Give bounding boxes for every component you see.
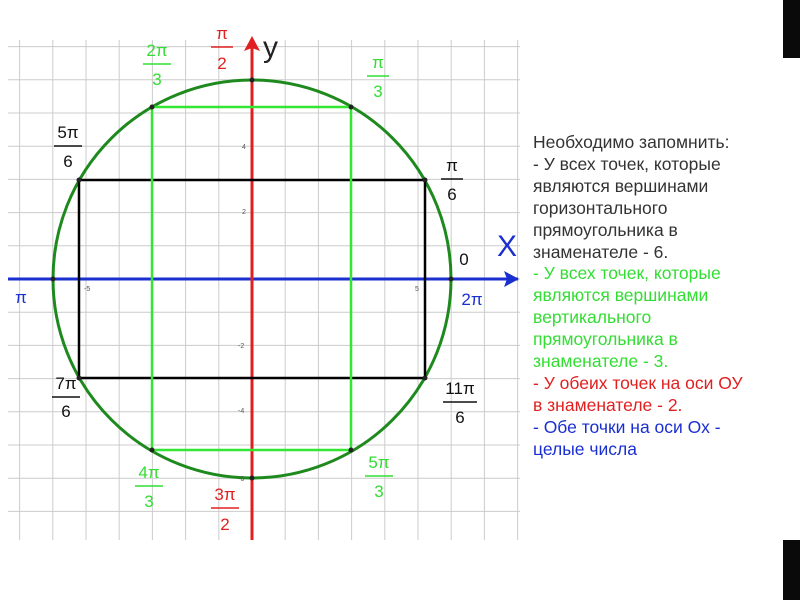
svg-text:6: 6 bbox=[447, 185, 457, 204]
svg-text:7π: 7π bbox=[55, 374, 77, 393]
point-zero bbox=[449, 277, 454, 282]
y-tick-label: -4 bbox=[238, 408, 245, 415]
y-tick-label: -6 bbox=[238, 476, 245, 483]
point-5pi-6 bbox=[77, 178, 82, 183]
svg-text:3: 3 bbox=[373, 82, 383, 101]
point-pi-3 bbox=[349, 105, 354, 110]
note-line: - У обеих точек на оси ОУ bbox=[533, 372, 743, 393]
point-5pi-3 bbox=[349, 448, 354, 453]
angle-pi-over-2 bbox=[211, 24, 233, 73]
svg-text:11π: 11π bbox=[445, 379, 475, 398]
point-2pi-3 bbox=[150, 105, 155, 110]
y-axis-label: y bbox=[263, 31, 278, 64]
note-line: - Обе точки на оси Ох - bbox=[533, 416, 721, 437]
y-tick-label: 4 bbox=[242, 144, 246, 151]
angle-pi: π bbox=[15, 288, 27, 307]
svg-text:2π: 2π bbox=[146, 41, 168, 60]
point-3pi-2 bbox=[250, 476, 255, 481]
note-line: прямоугольника в bbox=[533, 329, 678, 350]
memo-note bbox=[533, 132, 795, 461]
angle-5pi-over-6 bbox=[54, 123, 82, 171]
svg-text:4π: 4π bbox=[138, 463, 160, 482]
svg-text:2: 2 bbox=[217, 54, 227, 73]
point-7pi-6 bbox=[77, 376, 82, 381]
note-line: горизонтального bbox=[533, 197, 668, 218]
angle-2pi: 2π bbox=[461, 290, 483, 309]
angle-7pi-over-6 bbox=[52, 374, 80, 421]
svg-text:6: 6 bbox=[61, 402, 71, 421]
note-line: вертикального bbox=[533, 307, 652, 328]
note-line: в знаменателе - 2. bbox=[533, 394, 683, 415]
svg-text:3: 3 bbox=[144, 492, 154, 511]
x-tick-label: -5 bbox=[84, 286, 91, 293]
x-tick-label: 5 bbox=[415, 286, 419, 293]
svg-text:5π: 5π bbox=[57, 123, 79, 142]
note-line: целые числа bbox=[533, 438, 637, 459]
point-4pi-3 bbox=[150, 448, 155, 453]
svg-text:π: π bbox=[446, 156, 458, 175]
corner-decoration-bottom bbox=[783, 540, 800, 600]
angle-11pi-over-6 bbox=[443, 379, 477, 427]
svg-text:3: 3 bbox=[374, 482, 384, 501]
angle-2pi-over-3 bbox=[143, 41, 171, 89]
point-pi bbox=[51, 277, 56, 282]
angle-zero: 0 bbox=[459, 250, 469, 269]
angle-pi-over-3 bbox=[367, 53, 389, 101]
svg-text:2: 2 bbox=[220, 515, 230, 534]
svg-text:π: π bbox=[372, 53, 384, 72]
svg-text:3π: 3π bbox=[214, 485, 236, 504]
note-line: - У всех точек, которые bbox=[533, 263, 721, 284]
svg-text:π: π bbox=[216, 24, 228, 43]
angle-pi-over-6 bbox=[441, 156, 463, 204]
svg-text:6: 6 bbox=[455, 408, 465, 427]
svg-text:5π: 5π bbox=[368, 453, 390, 472]
note-line: прямоугольника в bbox=[533, 219, 678, 240]
y-tick-label: 2 bbox=[242, 209, 246, 216]
x-axis-label: X bbox=[497, 230, 518, 263]
note-line: - У всех точек, которые bbox=[533, 153, 721, 174]
note-line: являются вершинами bbox=[533, 175, 709, 196]
note-line: являются вершинами bbox=[533, 285, 709, 306]
note-heading: Необходимо запомнить: bbox=[533, 132, 730, 152]
angle-5pi-over-3 bbox=[365, 453, 393, 501]
svg-text:6: 6 bbox=[63, 152, 73, 171]
y-tick-label: -2 bbox=[238, 343, 245, 350]
point-11pi-6 bbox=[423, 376, 428, 381]
corner-decoration-top bbox=[783, 0, 800, 58]
note-line: знаменателе - 6. bbox=[533, 241, 669, 262]
point-pi-2 bbox=[250, 78, 255, 83]
point-pi-6 bbox=[423, 178, 428, 183]
note-line: знаменателе - 3. bbox=[533, 351, 669, 372]
svg-text:3: 3 bbox=[152, 70, 162, 89]
angle-3pi-over-2 bbox=[211, 485, 239, 534]
angle-4pi-over-3 bbox=[135, 463, 163, 511]
